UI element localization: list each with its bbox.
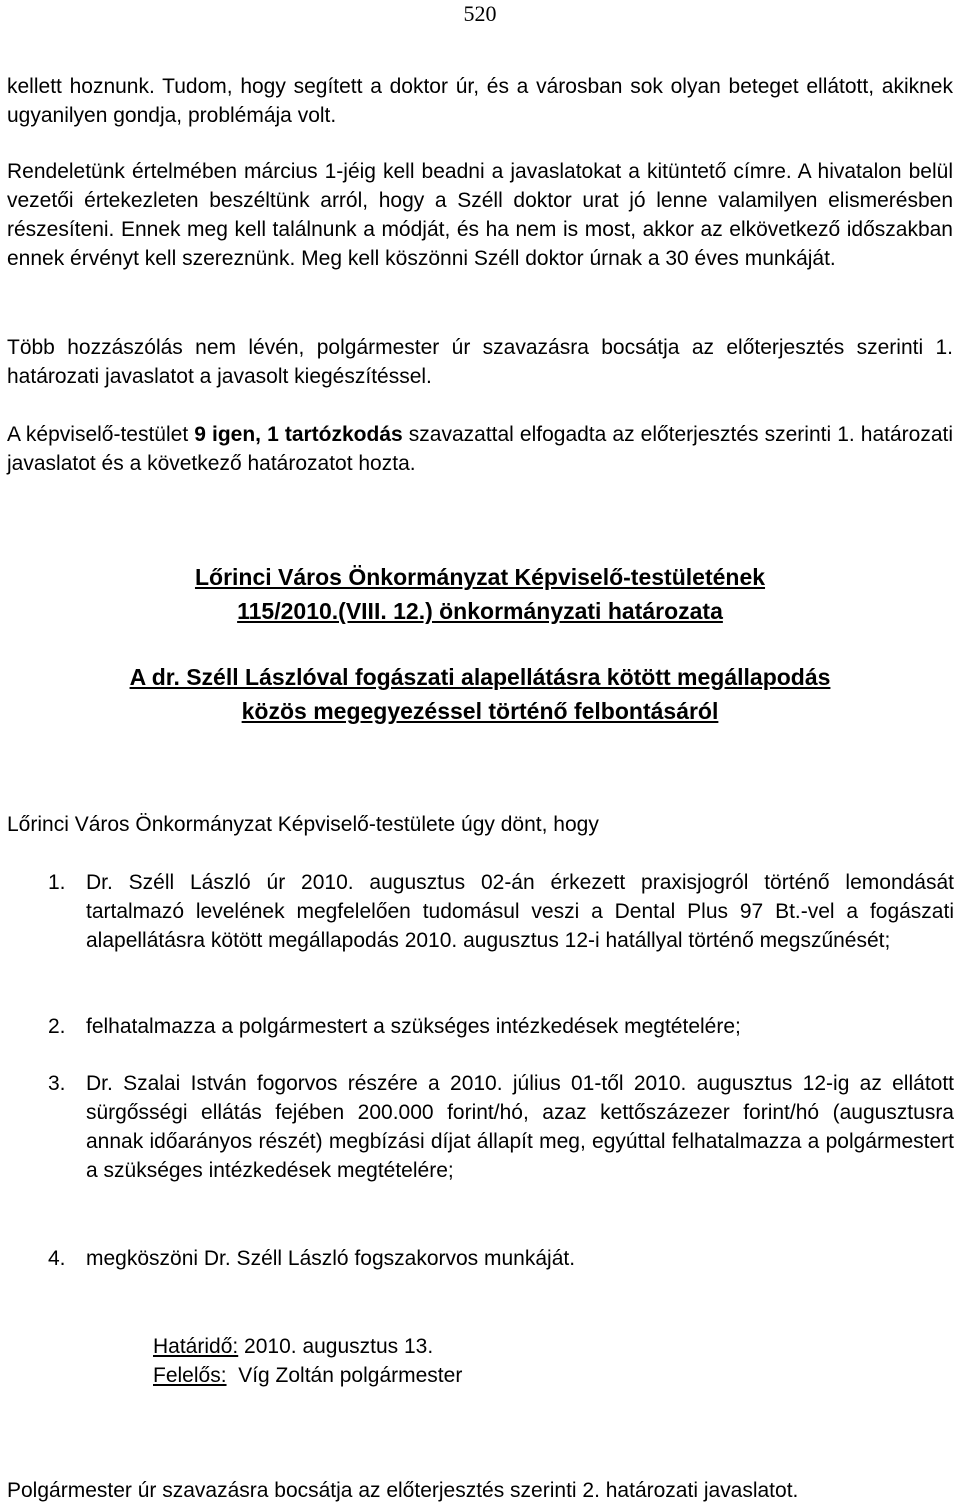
resolution-title-line-2: 115/2010.(VIII. 12.) önkormányzati határozata: [237, 598, 723, 624]
responsible-value: Víg Zoltán polgármester: [226, 1364, 463, 1387]
list-item: [48, 1012, 954, 1041]
list-item-number: 4.: [48, 1247, 66, 1270]
list-item-number: 2.: [48, 1015, 66, 1038]
list-item-number: 3.: [48, 1072, 66, 1095]
responsible-person: [153, 1361, 462, 1390]
vote-result-count: 9 igen, 1 tartózkodás: [194, 423, 403, 446]
list-item-text: Dr. Széll László úr 2010. augusztus 02-án érkezett praxisjogról történő lemondását tartalmazó levelének megfelelően tudomásul veszi a Dental Plus 97 Bt.-vel a fogászati alapellátásra kötött megállapodás 2010. augusztus 12-i hatállyal történő megszűnését;: [86, 871, 954, 952]
resolution-subject-line-1: A dr. Széll Lászlóval fogászati alapellátásra kötött megállapodás: [129, 664, 831, 690]
page-number: 520: [463, 1, 497, 26]
resolution-subject-line-2: közös megegyezéssel történő felbontásáról: [241, 698, 719, 724]
paragraph-1: kellett hoznunk. Tudom, hogy segített a doktor úr, és a városban sok olyan beteget ellátott, akiknek ugyanilyen gondja, problémája volt.: [7, 75, 953, 127]
paragraph-2: Rendeletünk értelmében március 1-jéig kell beadni a javaslatokat a kitüntető címre. A hivatalon belül vezetői értekezleten beszéltünk arról, hogy a Széll doktor urat jó lenne valamilyen elismerésben részesíteni. Ennek meg kell találnunk a módját, és ha nem is most, akkor az elkövetkező időszakban ennek érvényt kell szereznünk. Meg kell köszönni Széll doktor úrnak a 30 éves munkáját.: [7, 160, 953, 270]
decision-intro: Lőrinci Város Önkormányzat Képviselő-testülete úgy dönt, hogy: [7, 813, 599, 836]
list-item-text: Dr. Szalai István fogorvos részére a 2010. július 01-től 2010. augusztus 12-ig az ellátott sürgősségi ellátás fejében 200.000 forint/hó, azaz kettőszázezer forint/hó (augusztusra annak időarányos részét) megbízási díjat állapít meg, egyúttal felhatalmazza a polgármestert a szükséges intézkedések megtételére;: [86, 1072, 954, 1182]
deadline-label: Határidő:: [153, 1335, 239, 1358]
deadline-value: 2010. augusztus 13.: [238, 1335, 434, 1358]
list-item: [48, 868, 954, 955]
list-item: [48, 1069, 954, 1185]
resolution-title: [0, 560, 960, 628]
deadline: [153, 1332, 433, 1361]
responsible-label: Felelős:: [153, 1364, 227, 1387]
vote-result-before: A képviselő-testület: [7, 423, 195, 446]
resolution-subject: [0, 660, 960, 728]
list-item-text: felhatalmazza a polgármestert a szükséges intézkedések megtételére;: [86, 1015, 741, 1038]
list-item-number: 1.: [48, 871, 66, 894]
list-item: [48, 1244, 954, 1273]
footer-paragraph: Polgármester úr szavazásra bocsátja az előterjesztés szerinti 2. határozati javaslatot.: [7, 1479, 799, 1502]
vote-result-paragraph: [7, 420, 953, 478]
list-item-text: megköszöni Dr. Széll László fogszakorvos munkáját.: [86, 1247, 576, 1270]
resolution-title-line-1: Lőrinci Város Önkormányzat Képviselő-testületének: [194, 564, 766, 590]
paragraph-3: Több hozzászólás nem lévén, polgármester úr szavazásra bocsátja az előterjesztés szerinti 1. határozati javaslatot a javasolt kiegészítéssel.: [7, 336, 953, 388]
vote-result-after: szavazattal elfogadta az előterjesztés szerinti 1. határozati javaslatot és a következő határozatot hozta.: [7, 423, 954, 475]
